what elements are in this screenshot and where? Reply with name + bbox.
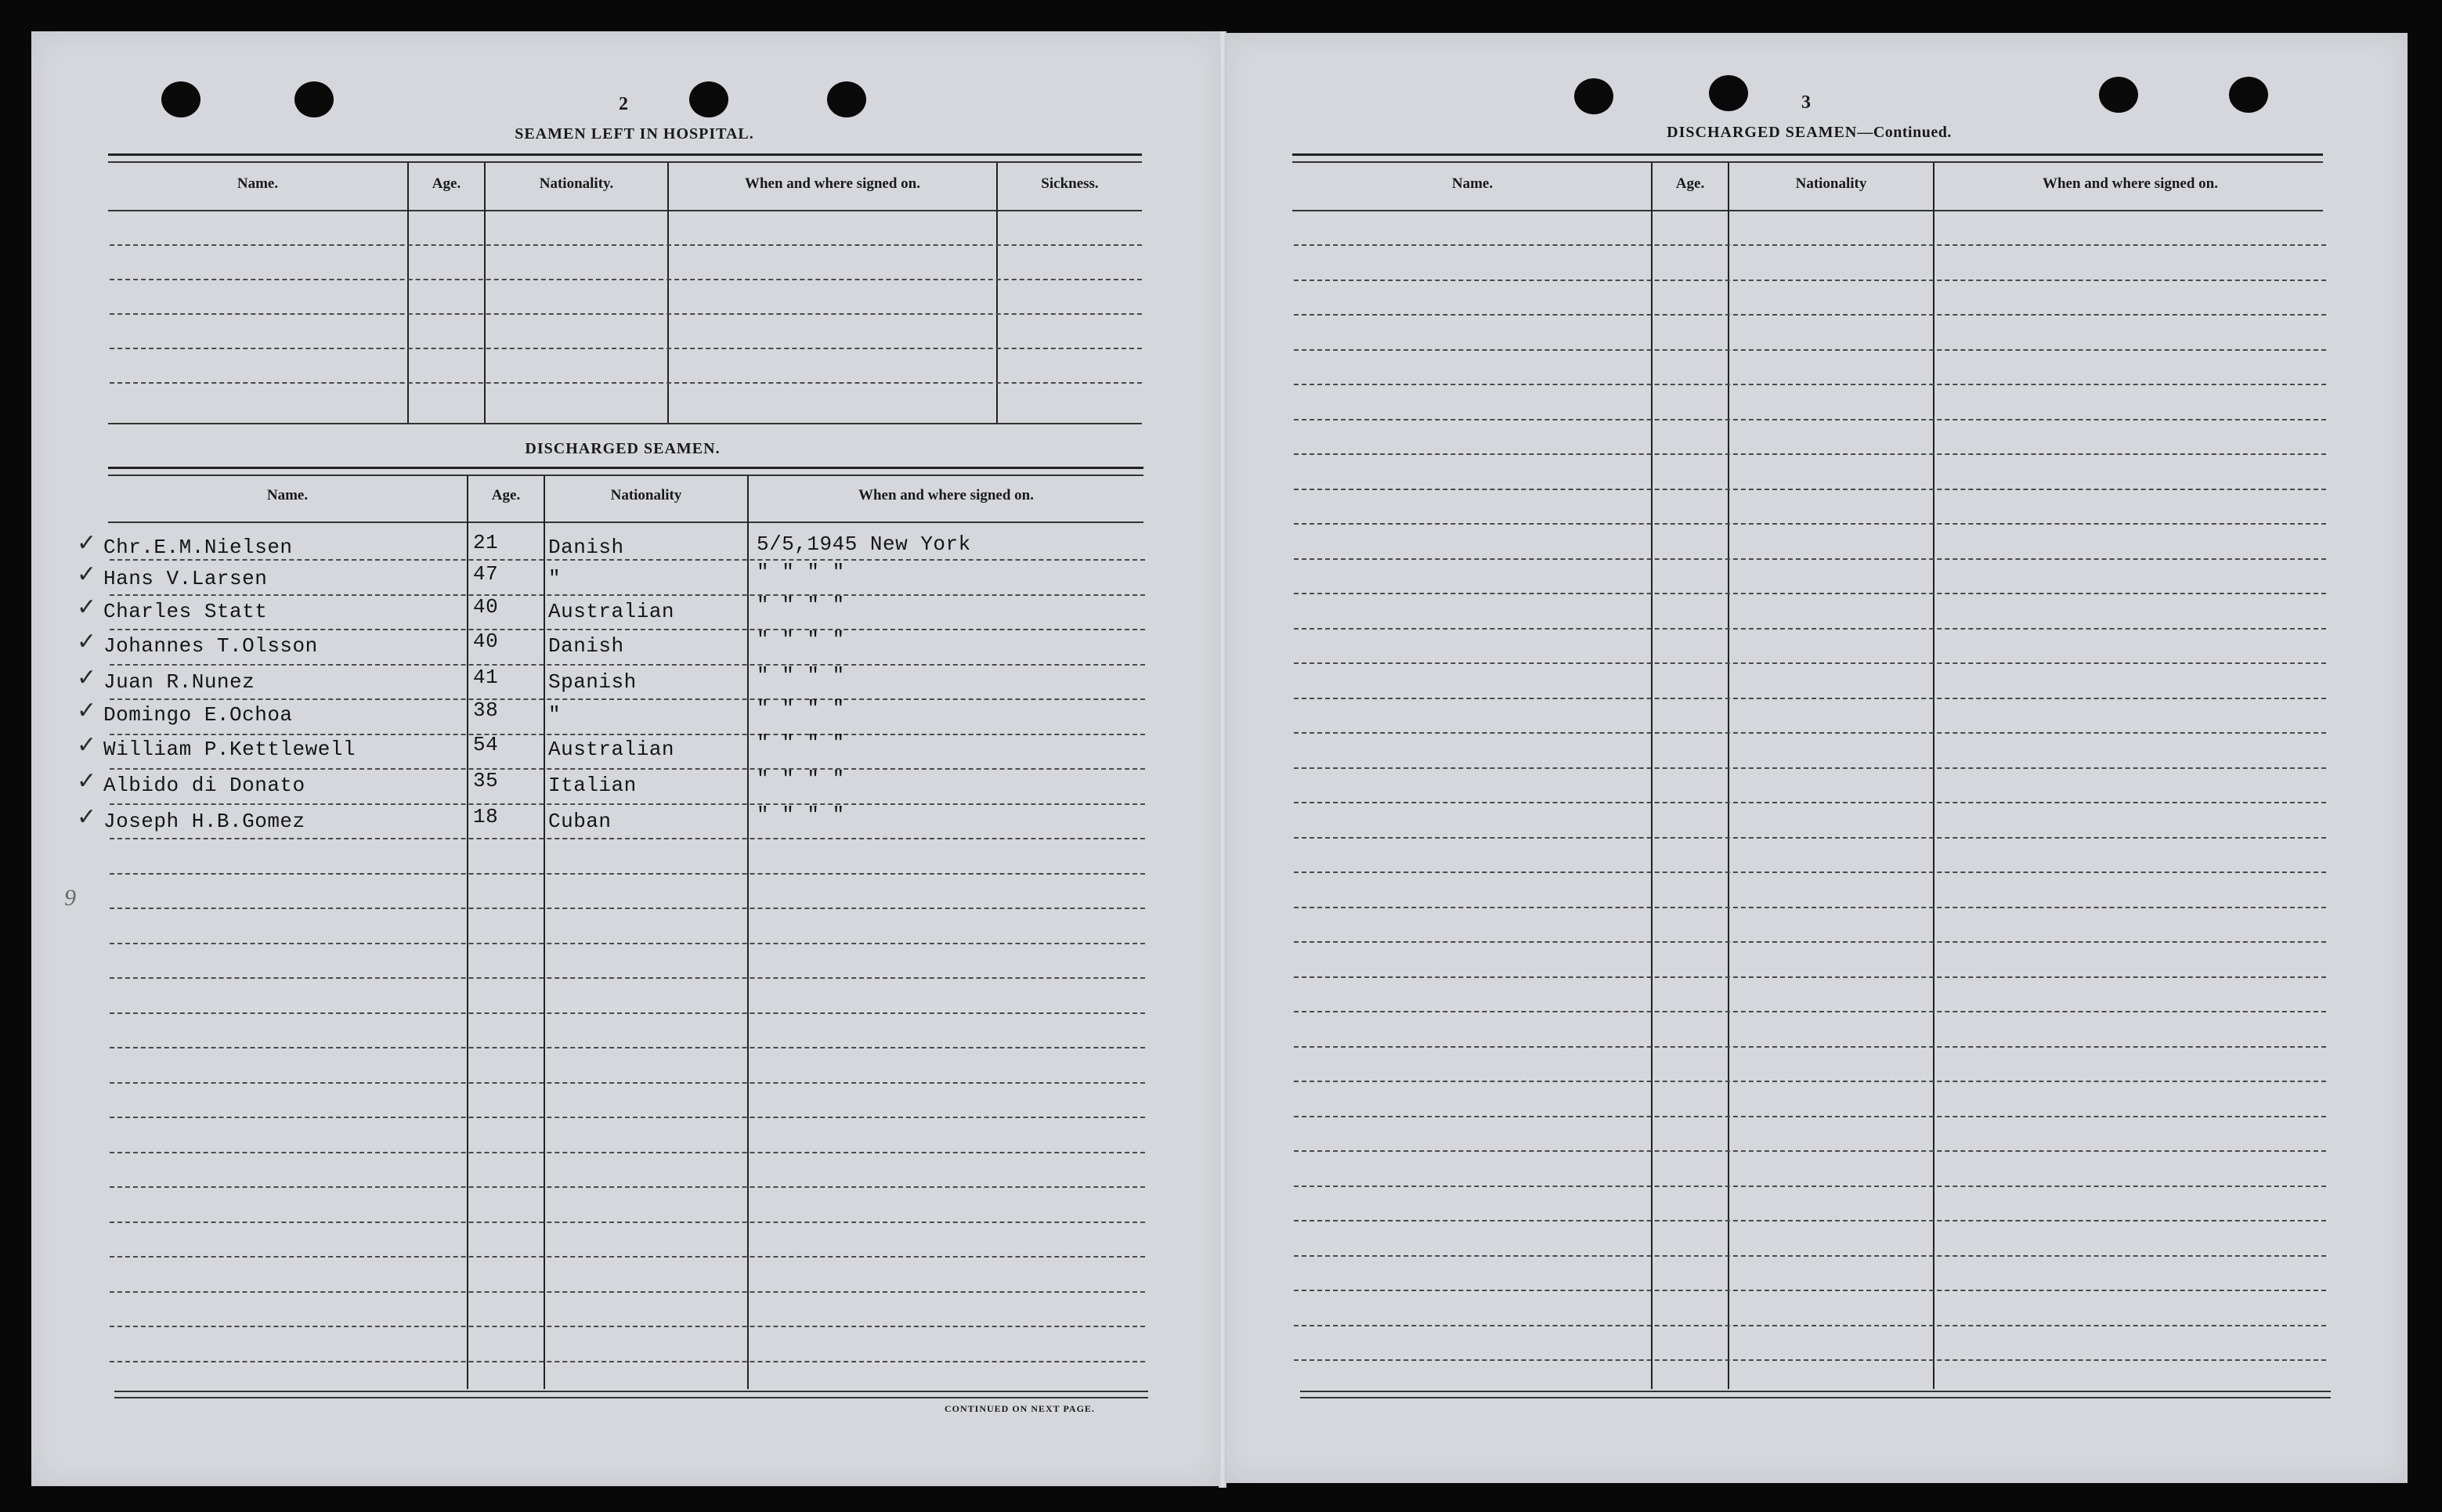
- ruled-line: [1294, 1150, 2326, 1152]
- table-rule: [108, 467, 1143, 469]
- ruled-line: [1294, 732, 2326, 734]
- ruled-line: [110, 698, 1145, 700]
- row-nationality: Australian: [548, 600, 675, 623]
- ruled-line: [1294, 453, 2326, 455]
- header-signed-on: When and where signed on.: [744, 175, 920, 192]
- ruled-line: [110, 313, 1142, 315]
- ruled-line: [1294, 1011, 2326, 1012]
- ruled-line: [1294, 1255, 2326, 1257]
- discharged-section-title: DISCHARGED SEAMEN.: [525, 440, 721, 457]
- row-signed-on: " " " ": [757, 664, 845, 687]
- ruled-line: [110, 1326, 1145, 1327]
- table-rule: [1300, 1397, 2331, 1398]
- punch-hole: [2099, 77, 2138, 113]
- ruled-line: [1294, 384, 2326, 385]
- row-name: Hans V.Larsen: [103, 567, 268, 590]
- ruled-line: [1294, 1325, 2326, 1326]
- ruled-line: [1294, 280, 2326, 281]
- ruled-line: [1294, 1220, 2326, 1222]
- table-rule: [1292, 153, 2323, 156]
- row-signed-on: " " " ": [757, 628, 845, 651]
- punch-hole: [294, 81, 334, 117]
- title-main: DISCHARGED SEAMEN: [1667, 124, 1858, 141]
- column-divider: [996, 163, 998, 423]
- ruled-line: [110, 629, 1145, 630]
- pencil-count: 9: [64, 885, 76, 911]
- ruled-line: [1294, 558, 2326, 560]
- column-divider: [667, 163, 669, 423]
- ruled-line: [1294, 837, 2326, 839]
- ruled-line: [110, 594, 1145, 596]
- ruled-line: [110, 838, 1145, 839]
- row-nationality: Italian: [548, 774, 637, 797]
- ruled-line: [110, 1361, 1145, 1362]
- column-divider: [484, 163, 486, 423]
- row-age: 18: [473, 805, 499, 828]
- ruled-line: [1294, 1359, 2326, 1361]
- row-age: 35: [473, 769, 499, 792]
- ruled-line: [110, 1222, 1145, 1223]
- ruled-line: [110, 768, 1145, 770]
- ruled-line: [110, 348, 1142, 349]
- header-sickness: Sickness.: [1041, 175, 1099, 192]
- row-check-mark: ✓: [77, 665, 97, 691]
- row-age: 38: [473, 698, 499, 722]
- ruled-line: [1294, 767, 2326, 769]
- row-check-mark: ✓: [77, 561, 97, 587]
- header-name: Name.: [1451, 175, 1494, 192]
- column-divider: [407, 163, 409, 423]
- row-nationality: ": [548, 703, 562, 727]
- row-check-mark: ✓: [77, 629, 97, 655]
- header-age: Age.: [432, 175, 461, 192]
- ruled-line: [110, 664, 1145, 666]
- row-age: 40: [473, 595, 499, 619]
- page-fold: [1219, 31, 1226, 1488]
- ruled-line: [110, 1047, 1145, 1048]
- ruled-line: [1294, 907, 2326, 908]
- row-signed-on: " " " ": [757, 594, 845, 617]
- row-name: Chr.E.M.Nielsen: [103, 536, 293, 559]
- header-age: Age.: [491, 487, 521, 503]
- row-age: 54: [473, 733, 499, 756]
- ruled-line: [110, 559, 1145, 561]
- continued-note: CONTINUED ON NEXT PAGE.: [945, 1403, 1095, 1414]
- column-divider: [747, 476, 749, 1389]
- row-check-mark: ✓: [77, 594, 97, 620]
- header-name: Name.: [266, 487, 309, 503]
- row-age: 21: [473, 531, 499, 554]
- ruled-line: [1294, 1116, 2326, 1117]
- punch-hole: [1574, 78, 1613, 114]
- ruled-line: [110, 1256, 1145, 1258]
- header-nationality: Nationality.: [539, 175, 614, 192]
- row-name: William P.Kettlewell: [103, 738, 356, 761]
- row-name: Johannes T.Olsson: [103, 634, 318, 658]
- table-rule: [114, 1397, 1148, 1398]
- row-name: Domingo E.Ochoa: [103, 703, 293, 727]
- row-signed-on: " " " ": [757, 767, 845, 791]
- ruled-line: [1294, 593, 2326, 594]
- table-rule: [1292, 161, 2323, 163]
- ruled-line: [1294, 941, 2326, 943]
- column-divider: [1933, 163, 1934, 1389]
- ruled-line: [110, 1152, 1145, 1153]
- ruled-line: [1294, 802, 2326, 803]
- page-number: 3: [1801, 92, 1811, 113]
- row-nationality: Danish: [548, 634, 624, 658]
- punch-hole: [2229, 77, 2268, 113]
- ruled-line: [110, 1186, 1145, 1188]
- ruled-line: [110, 1082, 1145, 1084]
- table-rule: [108, 161, 1142, 163]
- ruled-line: [110, 1117, 1145, 1118]
- row-nationality: ": [548, 567, 562, 590]
- ruled-line: [1294, 1290, 2326, 1291]
- row-age: 40: [473, 630, 499, 653]
- ruled-line: [110, 1291, 1145, 1293]
- table-rule: [108, 521, 1143, 523]
- ruled-line: [1294, 976, 2326, 978]
- hospital-section-title: SEAMEN LEFT IN HOSPITAL.: [515, 125, 754, 143]
- ruled-line: [1294, 523, 2326, 525]
- row-signed-on: " " " ": [757, 697, 845, 720]
- header-nationality: Nationality: [1795, 175, 1867, 192]
- title-sub: —Continued.: [1857, 124, 1952, 141]
- ruled-line: [110, 873, 1145, 875]
- table-rule: [108, 475, 1143, 476]
- page-number: 2: [619, 94, 628, 114]
- row-nationality: Australian: [548, 738, 675, 761]
- header-nationality: Nationality: [610, 487, 682, 503]
- row-nationality: Spanish: [548, 670, 637, 694]
- ruled-line: [110, 943, 1145, 944]
- table-rule: [108, 210, 1142, 211]
- discharged-continued-title: [1606, 124, 2013, 142]
- ruled-line: [110, 382, 1142, 384]
- table-rule: [1300, 1391, 2331, 1392]
- ruled-line: [1294, 1046, 2326, 1048]
- row-name: Joseph H.B.Gomez: [103, 810, 305, 833]
- ruled-line: [1294, 244, 2326, 246]
- ruled-line: [1294, 871, 2326, 873]
- row-signed-on: " " " ": [757, 561, 845, 584]
- row-name: Charles Statt: [103, 600, 268, 623]
- ruled-line: [110, 803, 1145, 805]
- row-nationality: Danish: [548, 536, 624, 559]
- column-divider: [1651, 163, 1653, 1389]
- punch-hole: [161, 81, 200, 117]
- row-name: Albido di Donato: [103, 774, 305, 797]
- column-divider: [1728, 163, 1729, 1389]
- ruled-line: [1294, 662, 2326, 664]
- ruled-line: [110, 977, 1145, 979]
- ruled-line: [1294, 1185, 2326, 1187]
- punch-hole: [827, 81, 866, 117]
- punch-hole: [1709, 75, 1748, 111]
- punch-hole: [689, 81, 728, 117]
- row-signed-on: " " " ": [757, 731, 845, 755]
- ruled-line: [1294, 1081, 2326, 1082]
- ruled-line: [110, 244, 1142, 246]
- table-rule: [108, 423, 1142, 424]
- row-nationality: Cuban: [548, 810, 612, 833]
- row-signed-on: 5/5,1945 New York: [757, 532, 971, 556]
- row-check-mark: ✓: [77, 768, 97, 794]
- header-age: Age.: [1675, 175, 1705, 192]
- ruled-line: [1294, 489, 2326, 490]
- column-divider: [467, 476, 468, 1389]
- table-rule: [108, 153, 1142, 156]
- right-page: [1223, 33, 2408, 1483]
- row-check-mark: ✓: [77, 530, 97, 556]
- header-signed-on: When and where signed on.: [858, 487, 1034, 503]
- ruled-line: [1294, 419, 2326, 420]
- row-age: 41: [473, 666, 499, 689]
- row-age: 47: [473, 562, 499, 586]
- header-signed-on: When and where signed on.: [2042, 175, 2218, 192]
- ruled-line: [110, 1012, 1145, 1014]
- column-divider: [544, 476, 545, 1389]
- row-name: Juan R.Nunez: [103, 670, 255, 694]
- ruled-line: [1294, 314, 2326, 316]
- table-rule: [1292, 210, 2323, 211]
- ruled-line: [1294, 628, 2326, 630]
- header-name: Name.: [237, 175, 279, 192]
- ruled-line: [110, 908, 1145, 909]
- row-check-mark: ✓: [77, 804, 97, 830]
- ruled-line: [110, 279, 1142, 280]
- ruled-line: [110, 734, 1145, 735]
- row-check-mark: ✓: [77, 698, 97, 724]
- row-check-mark: ✓: [77, 732, 97, 758]
- ruled-line: [1294, 698, 2326, 699]
- row-signed-on: " " " ": [757, 803, 845, 827]
- table-rule: [114, 1391, 1148, 1392]
- ruled-line: [1294, 349, 2326, 351]
